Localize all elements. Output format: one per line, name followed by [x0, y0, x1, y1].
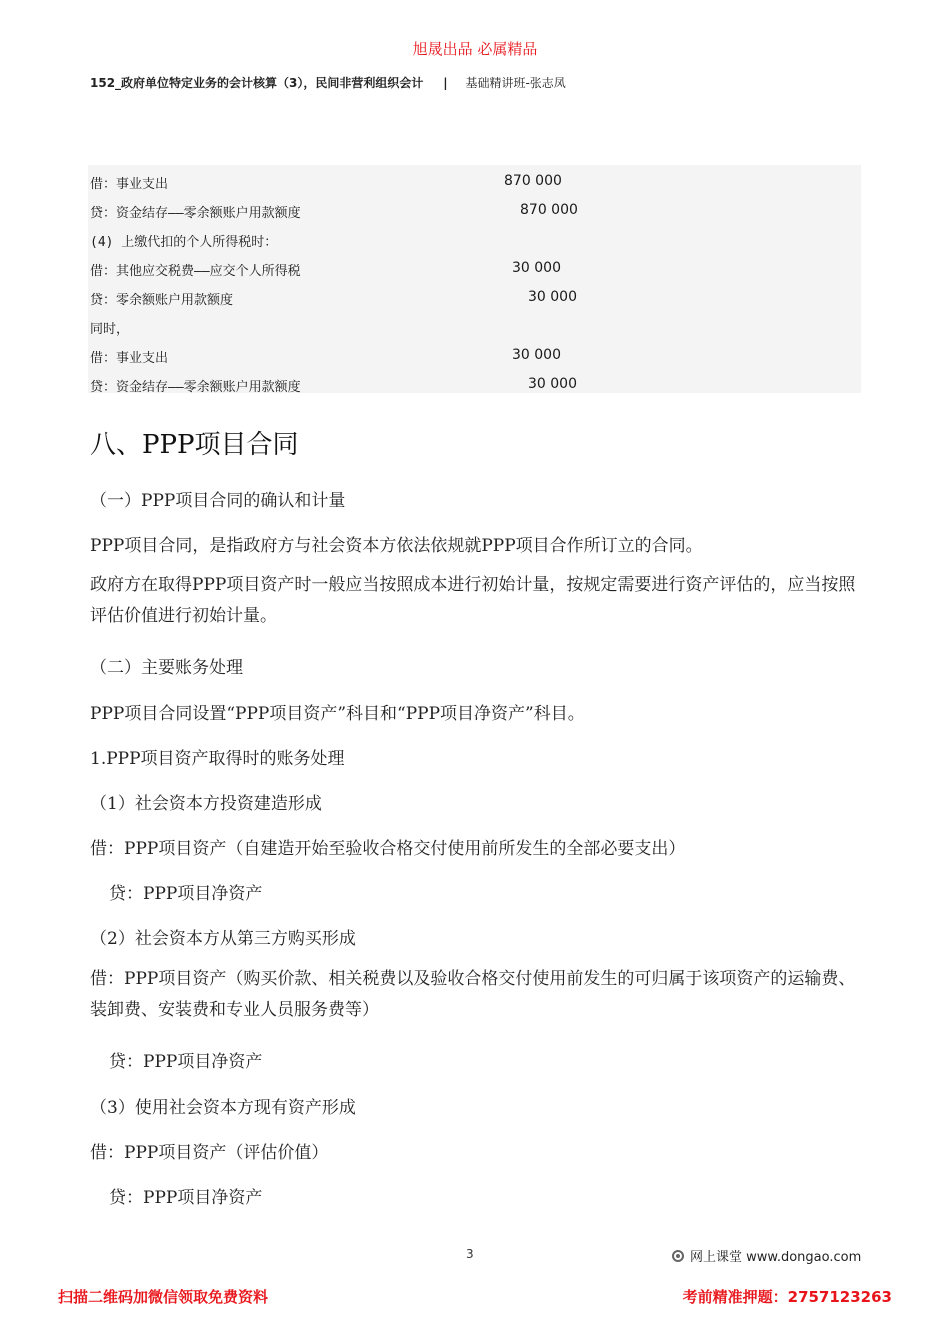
course-title: 152_政府单位特定业务的会计核算（3），民间非营利组织会计 — [90, 76, 424, 90]
dongao-logo-icon — [672, 1250, 684, 1262]
paragraph: 1.PPP项目资产取得时的账务处理 — [90, 749, 345, 769]
code-line: 借：其他应交税费——应交个人所得税 — [90, 264, 301, 279]
code-amount: 30 000 — [512, 260, 561, 276]
section-title: 八、PPP项目合同 — [90, 430, 299, 460]
document-header — [90, 74, 566, 91]
code-line: 借：事业支出 — [90, 177, 169, 192]
code-amount: 30 000 — [512, 347, 561, 363]
journal-entry-block — [88, 165, 861, 393]
paragraph: 借：PPP项目资产（自建造开始至验收合格交付使用前所发生的全部必要支出） — [90, 839, 686, 859]
paragraph: 贷：PPP项目净资产 — [109, 1052, 263, 1072]
left-promo: 扫描二维码加微信领取免费资料 — [58, 1288, 269, 1306]
subsection-heading: （一）PPP项目合同的确认和计量 — [90, 491, 346, 511]
paragraph: （1）社会资本方投资建造形成 — [90, 794, 322, 814]
code-amount: 870 000 — [504, 173, 562, 189]
code-amount: 870 000 — [520, 202, 578, 218]
paragraph: PPP项目合同，是指政府方与社会资本方依法依规就PPP项目合作所订立的合同。 — [90, 536, 703, 556]
page-number: 3 — [466, 1247, 474, 1261]
code-line: 同时， — [90, 322, 130, 337]
code-line: 贷：零余额账户用款额度 — [90, 293, 234, 308]
site-text: 网上课堂 www.dongao.com — [690, 1250, 862, 1265]
brand-slogan: 旭晟出品 必属精品 — [412, 40, 538, 58]
code-amount: 30 000 — [528, 289, 577, 305]
code-amount: 30 000 — [528, 376, 577, 392]
paragraph: 借：PPP项目资产（购买价款、相关税费以及验收合格交付使用前发生的可归属于该项资产的运输费、装卸费、安装费和专业人员服务费等） — [90, 969, 856, 1020]
right-promo: 考前精准押题：2757123263 — [682, 1288, 892, 1306]
code-line: (4) 上缴代扣的个人所得税时： — [90, 235, 278, 250]
header-separator: | — [443, 76, 448, 90]
paragraph: 政府方在取得PPP项目资产时一般应当按照成本进行初始计量，按规定需要进行资产评估的，应当按照评估价值进行初始计量。 — [90, 575, 856, 626]
paragraph: PPP项目合同设置“PPP项目资产”科目和“PPP项目净资产”科目。 — [90, 704, 585, 724]
code-line: 贷：资金结存——零余额账户用款额度 — [90, 206, 301, 221]
code-line: 贷：资金结存——零余额账户用款额度 — [90, 380, 301, 395]
paragraph: 贷：PPP项目净资产 — [109, 1188, 263, 1208]
paragraph: （3）使用社会资本方现有资产形成 — [90, 1098, 356, 1118]
code-line: 借：事业支出 — [90, 351, 169, 366]
paragraph: （2）社会资本方从第三方购买形成 — [90, 929, 356, 949]
footer-site — [672, 1246, 861, 1265]
paragraph: 贷：PPP项目净资产 — [109, 884, 263, 904]
class-name: 基础精讲班-张志凤 — [465, 76, 566, 90]
subsection-heading: （二）主要账务处理 — [90, 658, 243, 678]
paragraph: 借：PPP项目资产（评估价值） — [90, 1143, 329, 1163]
